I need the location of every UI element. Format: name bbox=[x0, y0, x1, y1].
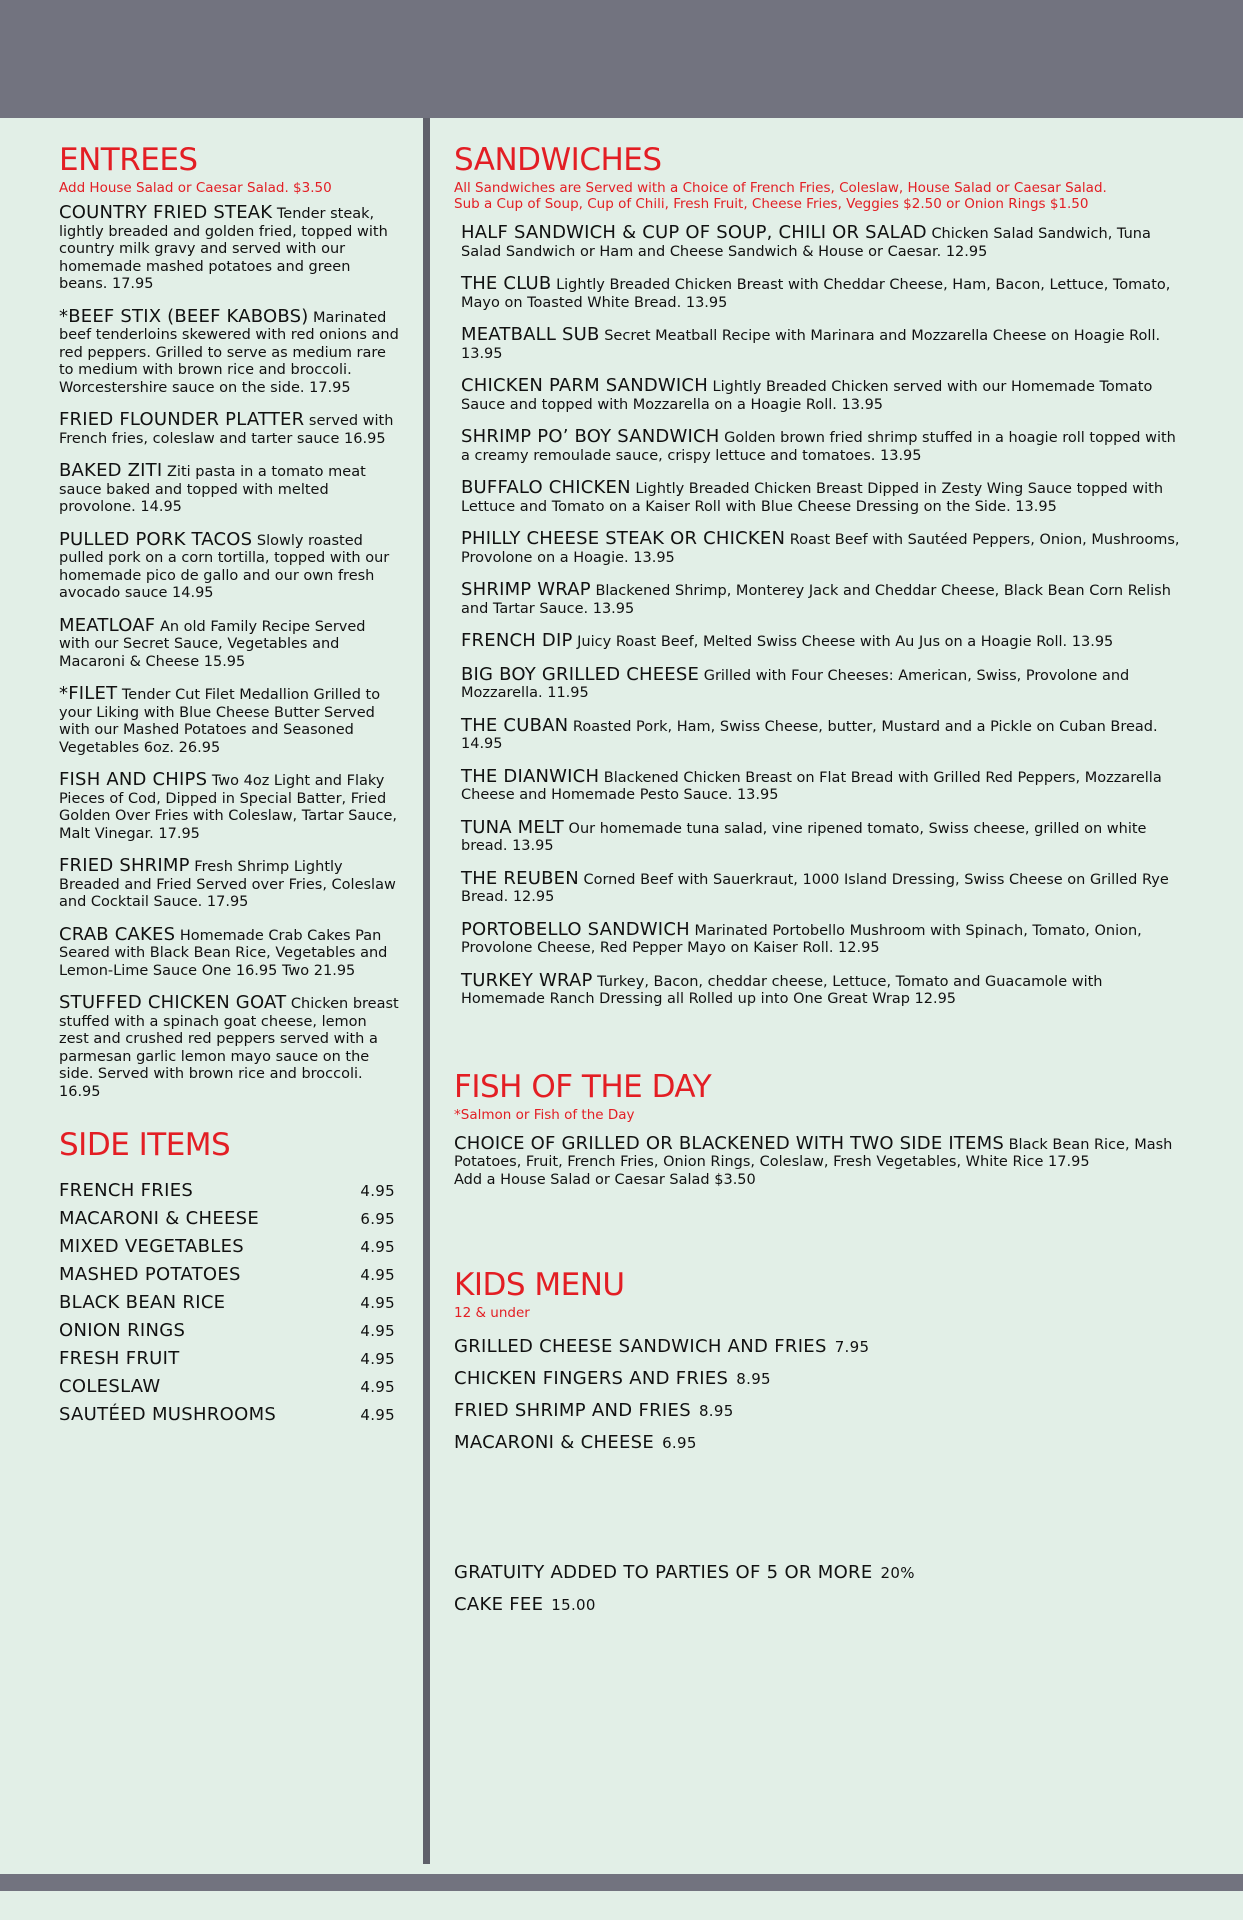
priced-item-price: 4.95 bbox=[360, 1238, 395, 1256]
fish-title: FISH OF THE DAY bbox=[454, 1068, 712, 1105]
fish-subtitle: *Salmon or Fish of the Day bbox=[454, 1106, 635, 1123]
menu-item-desc: Juicy Roast Beef, Melted Swiss Cheese with Au Jus on a Hoagie Roll. 13.95 bbox=[577, 634, 1114, 650]
menu-item-name: HALF SANDWICH & CUP OF SOUP, CHILI OR SALAD bbox=[461, 222, 927, 243]
menu-item-desc: Chicken Salad Sandwich, Tuna Salad Sandwich or Ham and Cheese Sandwich & House or Caesar. 12.95 bbox=[461, 226, 1151, 260]
gratuity-note bbox=[454, 1557, 1189, 1589]
menu-item-name: BAKED ZITI bbox=[59, 460, 163, 481]
menu-item bbox=[461, 663, 1189, 703]
priced-item bbox=[59, 1317, 395, 1345]
priced-item bbox=[454, 1427, 1189, 1459]
sandwiches-subtitle-line2: Sub a Cup of Soup, Cup of Chili, Fresh Fruit, Cheese Fries, Veggies $2.50 or Onion Rings $1.50 bbox=[454, 196, 1089, 212]
menu-item bbox=[461, 530, 1189, 567]
priced-item bbox=[454, 1395, 1189, 1427]
entrees-title: ENTREES bbox=[59, 142, 198, 178]
gratuity-text: GRATUITY ADDED TO PARTIES OF 5 OR MORE bbox=[454, 1562, 873, 1583]
menu-item bbox=[59, 857, 399, 912]
menu-item-desc: Blackened Chicken Breast on Flat Bread with Grilled Red Peppers, Mozzarella Cheese and Homemade Pesto Sauce. 13.95 bbox=[461, 769, 1162, 803]
priced-item-name: FRENCH FRIES bbox=[59, 1180, 194, 1201]
sandwiches-subtitle bbox=[454, 180, 1189, 212]
priced-item-price: 6.95 bbox=[662, 1434, 697, 1452]
fish-item-desc: Black Bean Rice, Mash Potatoes, Fruit, French Fries, Onion Rings, Coleslaw, Fresh Vegetables, White Rice 17.95 bbox=[454, 1136, 1173, 1170]
menu-item-name: FISH AND CHIPS bbox=[59, 769, 208, 790]
menu-item-desc: Ziti pasta in a tomato meat sauce baked and topped with melted provolone. 14.95 bbox=[59, 464, 366, 515]
cake-fee-text: CAKE FEE bbox=[454, 1594, 544, 1615]
priced-item-name: CHICKEN FINGERS AND FRIES bbox=[454, 1368, 729, 1389]
menu-item bbox=[59, 528, 399, 603]
entrees-subtitle: Add House Salad or Caesar Salad. $3.50 bbox=[59, 180, 332, 196]
menu-item bbox=[461, 275, 1189, 312]
priced-item bbox=[59, 1261, 395, 1289]
priced-item-price: 7.95 bbox=[834, 1338, 870, 1356]
priced-item-name: SAUTÉED MUSHROOMS bbox=[59, 1404, 277, 1425]
sandwiches-subtitle-line1: All Sandwiches are Served with a Choice of French Fries, Coleslaw, House Salad or Caesar Salad. bbox=[454, 180, 1107, 196]
menu-item bbox=[461, 479, 1189, 516]
priced-item-price: 4.95 bbox=[360, 1294, 395, 1312]
menu-item-name: COUNTRY FRIED STEAK bbox=[59, 202, 273, 223]
menu-item-desc: Turkey, Bacon, cheddar cheese, Lettuce, Tomato and Guacamole with Homemade Ranch Dressing all Rolled up into One Great Wrap 12.95 bbox=[461, 973, 1103, 1007]
priced-item-name: MIXED VEGETABLES bbox=[59, 1236, 245, 1257]
menu-item-desc: Secret Meatball Recipe with Marinara and Mozzarella Cheese on Hoagie Roll. 13.95 bbox=[461, 328, 1161, 362]
menu-item-name: MEATLOAF bbox=[59, 614, 156, 636]
menu-item bbox=[461, 918, 1189, 958]
kids-title: KIDS MENU bbox=[454, 1267, 625, 1303]
menu-item bbox=[461, 581, 1189, 618]
menu-item-name: THE DIANWICH bbox=[461, 765, 600, 787]
menu-item-desc: Tender Cut Filet Medallion Grilled to your Liking with Blue Cheese Butter Served with our Mashed Potatoes and Seasoned Vegetables 6oz. 26.95 bbox=[59, 687, 381, 756]
menu-item-name: FRENCH DIP bbox=[461, 630, 573, 651]
left-column bbox=[59, 142, 399, 1429]
right-column bbox=[454, 142, 1189, 1621]
side-items-list bbox=[59, 1177, 399, 1429]
notes bbox=[454, 1557, 1189, 1621]
priced-item-price: 4.95 bbox=[360, 1378, 395, 1396]
menu-item-name: STUFFED CHICKEN GOAT bbox=[59, 992, 287, 1013]
menu-item bbox=[59, 685, 399, 757]
priced-item bbox=[59, 1205, 395, 1233]
priced-item-name: MACARONI & CHEESE bbox=[454, 1432, 655, 1453]
menu-item-name: TUNA MELT bbox=[461, 816, 564, 838]
priced-item bbox=[59, 1289, 395, 1317]
menu-item-desc: Marinated Portobello Mushroom with Spinach, Tomato, Onion, Provolone Cheese, Red Pepper Mayo on Kaiser Roll. 12.95 bbox=[461, 922, 1142, 956]
column-divider bbox=[423, 118, 430, 1864]
menu-item-desc: Lightly Breaded Chicken served with our Homemade Tomato Sauce and topped with Mozzarella on a Hoagie Roll. 13.95 bbox=[461, 379, 1153, 413]
menu-item-desc: An old Family Recipe Served with our Secret Sauce, Vegetables and Macaroni & Cheese 15.95 bbox=[59, 618, 366, 670]
menu-item-desc: Roasted Pork, Ham, Swiss Cheese, butter, Mustard and a Pickle on Cuban Bread. 14.95 bbox=[461, 718, 1158, 752]
menu-item-name: SHRIMP WRAP bbox=[461, 579, 591, 600]
menu-item bbox=[59, 411, 399, 448]
menu-item-desc: Golden brown fried shrimp stuffed in a hoagie roll topped with a creamy remoulade sauce, crispy lettuce and tomatoes. 13.95 bbox=[461, 430, 1176, 464]
fish-addon: Add a House Salad or Caesar Salad $3.50 bbox=[454, 1171, 756, 1188]
priced-item-name: FRIED SHRIMP AND FRIES bbox=[454, 1400, 691, 1421]
menu-item-desc: Two 4oz Light and Flaky Pieces of Cod, Dipped in Special Batter, Fried Golden Over Fries with Coleslaw, Tartar Sauce, Malt Vinegar. 17.95 bbox=[59, 773, 397, 842]
priced-item-name: BLACK BEAN RICE bbox=[59, 1292, 226, 1313]
menu-item bbox=[461, 714, 1189, 754]
menu-item-name: THE REUBEN bbox=[461, 867, 579, 889]
priced-item-price: 8.95 bbox=[736, 1370, 771, 1388]
menu-item-name: TURKEY WRAP bbox=[461, 969, 593, 991]
fish-item-name: CHOICE OF GRILLED OR BLACKENED WITH TWO SIDE ITEMS bbox=[454, 1132, 1004, 1154]
menu-item-name: FRIED FLOUNDER PLATTER bbox=[59, 409, 305, 430]
sandwiches-list bbox=[454, 224, 1189, 1009]
menu-item-name: PORTOBELLO SANDWICH bbox=[461, 918, 690, 940]
priced-item bbox=[59, 1233, 395, 1261]
menu-item bbox=[461, 224, 1189, 261]
menu-item-desc: Blackened Shrimp, Monterey Jack and Cheddar Cheese, Black Bean Corn Relish and Tartar Sauce. 13.95 bbox=[461, 583, 1171, 617]
menu-item bbox=[59, 994, 399, 1101]
cake-fee-value: 15.00 bbox=[551, 1596, 596, 1614]
menu-item-desc: Our homemade tuna salad, vine ripened tomato, Swiss cheese, grilled on white bread. 13.95 bbox=[461, 820, 1147, 854]
priced-item bbox=[59, 1177, 395, 1205]
bottom-bar bbox=[0, 1874, 1243, 1891]
priced-item bbox=[59, 1373, 395, 1401]
gratuity-value: 20% bbox=[880, 1564, 915, 1582]
priced-item-name: MACARONI & CHEESE bbox=[59, 1208, 260, 1229]
menu-item-name: FRIED SHRIMP bbox=[59, 855, 190, 876]
menu-item-name: BIG BOY GRILLED CHEESE bbox=[461, 663, 700, 685]
kids-subtitle: 12 & under bbox=[454, 1305, 530, 1321]
fish-item bbox=[454, 1132, 1189, 1190]
menu-item-name: BUFFALO CHICKEN bbox=[461, 477, 631, 498]
priced-item-price: 8.95 bbox=[698, 1402, 734, 1420]
menu-item-desc: Chicken breast stuffed with a spinach goat cheese, lemon zest and crushed red peppers served with a parmesan garlic lemon mayo sauce on the side. Served with brown rice and broccoli. 16.95 bbox=[59, 996, 399, 1100]
menu-item-desc: Corned Beef with Sauerkraut, 1000 Island Dressing, Swiss Cheese on Grilled Rye Bread. 12.95 bbox=[461, 871, 1169, 905]
menu-item-name: *BEEF STIX (BEEF KABOBS) bbox=[59, 305, 309, 327]
priced-item-price: 4.95 bbox=[360, 1406, 395, 1424]
menu-item bbox=[59, 923, 399, 981]
menu-item-name: *FILET bbox=[59, 683, 118, 704]
menu-item-desc: Marinated beef tenderloins skewered with red onions and red peppers. Grilled to serve as medium rare to medium with brown rice and broccoli. Worcestershire sauce on the side. 17.95 bbox=[59, 309, 399, 396]
menu-item-desc: Lightly Breaded Chicken Breast Dipped in Zesty Wing Sauce topped with Lettuce and Tomato on a Kaiser Roll with Blue Cheese Dressing on the Side. 13.95 bbox=[461, 481, 1164, 515]
menu-item bbox=[59, 614, 399, 672]
menu-item bbox=[461, 969, 1189, 1009]
menu-item bbox=[461, 816, 1189, 856]
priced-item bbox=[59, 1345, 395, 1373]
menu-item-desc: Tender steak, lightly breaded and golden fried, topped with country milk gravy and served with our homemade mashed potatoes and green beans. 17.95 bbox=[59, 206, 388, 292]
priced-item-price: 4.95 bbox=[360, 1182, 395, 1200]
top-bar bbox=[0, 0, 1243, 118]
priced-item-name: ONION RINGS bbox=[59, 1320, 186, 1341]
priced-item-price: 4.95 bbox=[360, 1350, 395, 1368]
menu-item-desc: Lightly Breaded Chicken Breast with Cheddar Cheese, Ham, Bacon, Lettuce, Tomato, Mayo on Toasted White Bread. 13.95 bbox=[461, 277, 1171, 311]
menu-item-desc: Fresh Shrimp Lightly Breaded and Fried Served over Fries, Coleslaw and Cocktail Sauce. 17.95 bbox=[59, 859, 396, 910]
entrees-list bbox=[59, 204, 399, 1101]
menu-item-name: CHICKEN PARM SANDWICH bbox=[461, 375, 708, 396]
menu-item bbox=[461, 867, 1189, 907]
menu-item-name: MEATBALL SUB bbox=[461, 324, 600, 345]
menu-item-desc: served with French fries, coleslaw and tarter sauce 16.95 bbox=[59, 413, 394, 447]
menu-item-name: THE CLUB bbox=[461, 273, 552, 294]
menu-item bbox=[461, 377, 1189, 414]
sandwiches-title: SANDWICHES bbox=[454, 142, 662, 178]
menu-item bbox=[461, 326, 1189, 363]
priced-item-name: FRESH FRUIT bbox=[59, 1348, 180, 1369]
priced-item-price: 4.95 bbox=[360, 1322, 395, 1340]
menu-item-desc: Roast Beef with Sautéed Peppers, Onion, Mushrooms, Provolone on a Hoagie. 13.95 bbox=[461, 532, 1180, 566]
priced-item-name: MASHED POTATOES bbox=[59, 1264, 241, 1285]
menu-item bbox=[59, 771, 399, 843]
menu-item-desc: Grilled with Four Cheeses: American, Swiss, Provolone and Mozzarella. 11.95 bbox=[461, 667, 1130, 701]
menu-item-name: CRAB CAKES bbox=[59, 923, 176, 945]
kids-list bbox=[454, 1331, 1189, 1459]
menu-item-name: THE CUBAN bbox=[461, 714, 569, 736]
menu-item-name: PHILLY CHEESE STEAK OR CHICKEN bbox=[461, 528, 786, 549]
menu-item-desc: Slowly roasted pulled pork on a corn tortilla, topped with our homemade pico de gallo and our own fresh avocado sauce 14.95 bbox=[59, 532, 390, 601]
menu-item-desc: Homemade Crab Cakes Pan Seared with Black Bean Rice, Vegetables and Lemon-Lime Sauce One 16.95 Two 21.95 bbox=[59, 927, 388, 979]
priced-item-name: COLESLAW bbox=[59, 1376, 161, 1397]
priced-item-price: 4.95 bbox=[360, 1266, 395, 1284]
cake-fee-note bbox=[454, 1589, 1189, 1621]
menu-item bbox=[461, 428, 1189, 465]
priced-item-name: GRILLED CHEESE SANDWICH AND FRIES bbox=[454, 1336, 827, 1357]
side-items-title: SIDE ITEMS bbox=[59, 1127, 231, 1163]
menu-item bbox=[461, 632, 1189, 652]
priced-item bbox=[59, 1401, 395, 1429]
priced-item bbox=[454, 1331, 1189, 1363]
menu-item-name: SHRIMP PO’ BOY SANDWICH bbox=[461, 426, 720, 447]
menu-item bbox=[59, 204, 399, 294]
menu-item bbox=[461, 765, 1189, 805]
menu-item-name: PULLED PORK TACOS bbox=[59, 528, 253, 550]
priced-item-price: 6.95 bbox=[360, 1210, 395, 1228]
priced-item bbox=[454, 1363, 1189, 1395]
menu-item bbox=[59, 462, 399, 517]
menu-item bbox=[59, 305, 399, 398]
